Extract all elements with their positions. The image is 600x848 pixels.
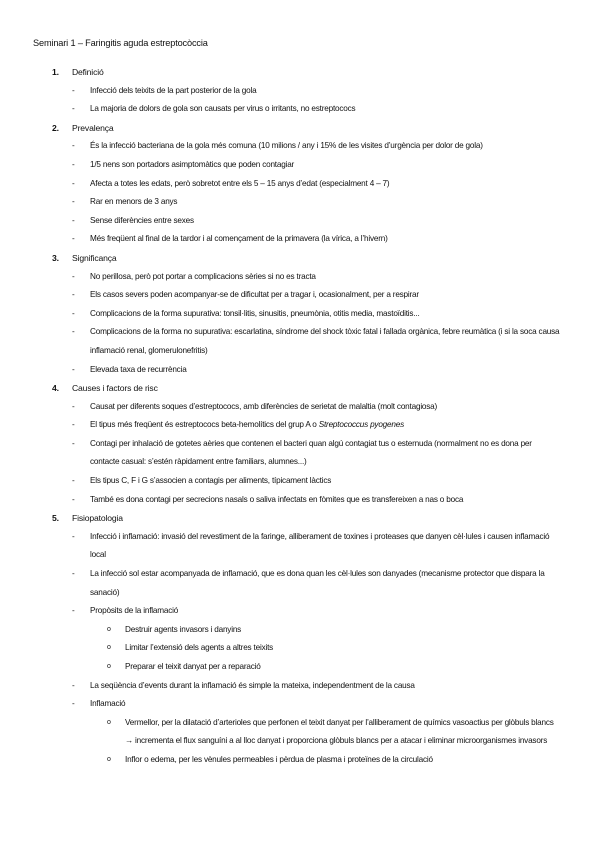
list-item xyxy=(0,156,600,175)
dash-bullet-icon: - xyxy=(72,234,75,244)
list-item-text: La majoria de dolors de gola son causats per virus o irritants, no estreptococs xyxy=(90,104,356,114)
list-item xyxy=(0,137,600,156)
list-item xyxy=(0,100,600,119)
list-item-text: No perillosa, però pot portar a complicacions sèries si no es tracta xyxy=(90,271,316,281)
list-item xyxy=(0,268,600,287)
dash-bullet-icon: - xyxy=(72,85,75,95)
dash-bullet-icon: - xyxy=(72,159,75,169)
section-number: 1. xyxy=(52,67,59,77)
list-item xyxy=(0,472,600,491)
circle-bullet-icon: o xyxy=(107,644,111,652)
circle-bullet-icon: o xyxy=(107,663,111,670)
list-item xyxy=(0,323,600,360)
list-item-text: Els tipus C, F i G s’associen a contagis per aliments, típicament làctics xyxy=(90,476,332,486)
list-item xyxy=(0,602,600,676)
list-item xyxy=(0,416,600,435)
sub-list-item xyxy=(0,639,600,658)
list-item-text: Infecció dels teixits de la part posterior de la gola xyxy=(90,85,257,95)
dash-bullet-icon: - xyxy=(72,494,75,504)
dash-bullet-icon: - xyxy=(72,531,75,541)
dash-bullet-icon: - xyxy=(72,364,75,374)
circle-bullet-icon: o xyxy=(107,755,111,763)
section-causes xyxy=(0,379,600,509)
circle-bullet-icon: o xyxy=(107,625,111,633)
list-item xyxy=(0,435,600,472)
dash-bullet-icon: - xyxy=(72,141,75,151)
section-heading xyxy=(0,119,600,138)
list-item xyxy=(0,82,600,101)
section-title: Definició xyxy=(72,67,104,77)
list-item xyxy=(0,528,600,565)
species-name-italic: Streptococcus pyogenes xyxy=(318,420,404,430)
section-title: Causes i factors de risc xyxy=(72,383,158,394)
dash-bullet-icon: - xyxy=(72,271,75,281)
list-item-text: Rar en menors de 3 anys xyxy=(90,197,178,207)
document-title: Seminari 1 – Faringitis aguda estreptocòccia xyxy=(33,38,208,48)
list-item xyxy=(0,398,600,417)
section-heading xyxy=(0,509,600,528)
list-item-text: Els casos severs poden acompanyar-se de dificultat per a tragar i, ocasionalment, per a respirar xyxy=(90,290,419,300)
dash-bullet-icon: - xyxy=(72,215,75,225)
dash-bullet-icon: - xyxy=(72,401,75,411)
section-number: 4. xyxy=(52,383,59,394)
section-title: Significança xyxy=(72,252,117,263)
sub-list-item xyxy=(0,658,600,677)
section-definicio xyxy=(0,63,600,119)
section-title: Fisiopatologia xyxy=(72,513,123,524)
list-item-text: 1/5 nens son portadors asimptomàtics que poden contagiar xyxy=(90,159,295,169)
dash-bullet-icon: - xyxy=(72,178,75,188)
list-item xyxy=(0,230,600,249)
list-item-text: És la infecció bacteriana de la gola més comuna (10 milions / any i 15% de les visites d’urgència per dolor de gola) xyxy=(90,141,483,151)
list-item-text: La seqüència d’events durant la inflamació és simple la mateixa, independentment de la causa xyxy=(90,680,415,690)
list-item xyxy=(0,212,600,231)
section-fisiopatologia xyxy=(0,509,600,769)
list-item-text: Més freqüent al final de la tardor i al començament de la primavera (la vírica, a l’hivern) xyxy=(90,234,388,244)
list-item xyxy=(0,286,600,305)
section-heading xyxy=(0,249,600,268)
list-item-text: Causat per diferents soques d’estreptococs, amb diferències de serietat de malaltia (molt contagiosa) xyxy=(90,401,438,411)
sub-list-item-text: Destruir agents invasors i danyins xyxy=(125,624,242,634)
dash-bullet-icon: - xyxy=(72,290,75,300)
list-item-text: Complicacions de la forma supurativa: tonsil·litis, sinusitis, pneumònia, otitis media, mastoïditis... xyxy=(90,308,420,318)
sub-list-item xyxy=(0,621,600,640)
section-significanca xyxy=(0,249,600,379)
section-prevalenca xyxy=(0,119,600,249)
list-item-text-plain: El tipus més freqüent és estreptococs beta-hemolítics del grup A o xyxy=(90,420,319,430)
list-item-text: La infecció sol estar acompanyada de inflamació, que es dona quan les cèl·lules son danyades (mecanisme protector que dispara la sanació) xyxy=(90,569,545,597)
list-item-text xyxy=(90,416,560,435)
list-item xyxy=(0,695,600,769)
dash-bullet-icon: - xyxy=(72,699,75,709)
list-item xyxy=(0,361,600,380)
list-item-text: Contagi per inhalació de gotetes aèries que contenen el bacteri quan algú contagiat tus o esternuda (normalment no es dona per contacte casual: s’estén ràpidament entre familiars, alumnes...) xyxy=(90,438,532,467)
sub-list-item-text: Limitar l’extensió dels agents a altres teixits xyxy=(125,643,274,653)
sections-list xyxy=(0,63,600,770)
list-item xyxy=(0,175,600,194)
section-number: 3. xyxy=(52,252,59,263)
list-item xyxy=(0,491,600,510)
list-item-text: Complicacions de la forma no supurativa: escarlatina, síndrome del shock tòxic fatal i fallada orgànica, febre reumàtica (i si la soca causa inflamació renal, glomerulonefritis) xyxy=(90,327,560,355)
circle-bullet-icon: o xyxy=(107,718,111,726)
list-item xyxy=(0,677,600,696)
section-number: 2. xyxy=(52,122,59,133)
section-heading xyxy=(0,379,600,398)
dash-bullet-icon: - xyxy=(72,197,75,207)
dash-bullet-icon: - xyxy=(72,104,75,114)
list-item-text: Sense diferències entre sexes xyxy=(90,215,194,225)
sub-list-item xyxy=(0,714,600,751)
list-item-text: També es dona contagi per secrecions nasals o saliva infectats en fòmites que es transfereixen a nas o boca xyxy=(90,494,464,504)
section-title: Prevalença xyxy=(72,122,114,133)
dash-bullet-icon: - xyxy=(72,420,75,430)
sub-list-item xyxy=(0,751,600,770)
list-item xyxy=(0,305,600,324)
list-item xyxy=(0,193,600,212)
sub-list-item-text: Preparar el teixit danyat per a reparació xyxy=(125,662,261,671)
list-item-text: Elevada taxa de recurrència xyxy=(90,364,187,374)
dash-bullet-icon: - xyxy=(72,327,75,337)
dash-bullet-icon: - xyxy=(72,476,75,486)
list-item xyxy=(0,565,600,602)
dash-bullet-icon: - xyxy=(72,308,75,318)
list-item-text: Inflamació xyxy=(90,699,126,709)
dash-bullet-icon: - xyxy=(72,569,75,579)
list-item-text: Infecció i inflamació: invasió del revestiment de la faringe, alliberament de toxines i proteases que danyen cèl·lules i causen inflamació local xyxy=(90,531,550,560)
section-number: 5. xyxy=(52,513,59,524)
dash-bullet-icon: - xyxy=(72,680,75,690)
dash-bullet-icon: - xyxy=(72,438,75,448)
section-heading xyxy=(0,63,600,82)
dash-bullet-icon: - xyxy=(72,606,75,616)
sub-list-item-text: Inflor o edema, per les vènules permeables i pèrdua de plasma i proteïnes de la circulació xyxy=(125,754,433,764)
sub-list-item-text: Vermellor, per la dilatació d’arterioles que perfonen el teixit danyat per l’alliberament de químics vasoactius per glòbuls blancs → incrementa el flux sanguíni a al lloc danyat i proporciona glòbuls blancs per a atacar i eliminar microorganismes invasors xyxy=(125,717,554,746)
list-item-text: Afecta a totes les edats, però sobretot entre els 5 – 15 anys d’edat (especialment 4 – 7) xyxy=(90,178,390,188)
list-item-text: Propòsits de la inflamació xyxy=(90,606,179,616)
